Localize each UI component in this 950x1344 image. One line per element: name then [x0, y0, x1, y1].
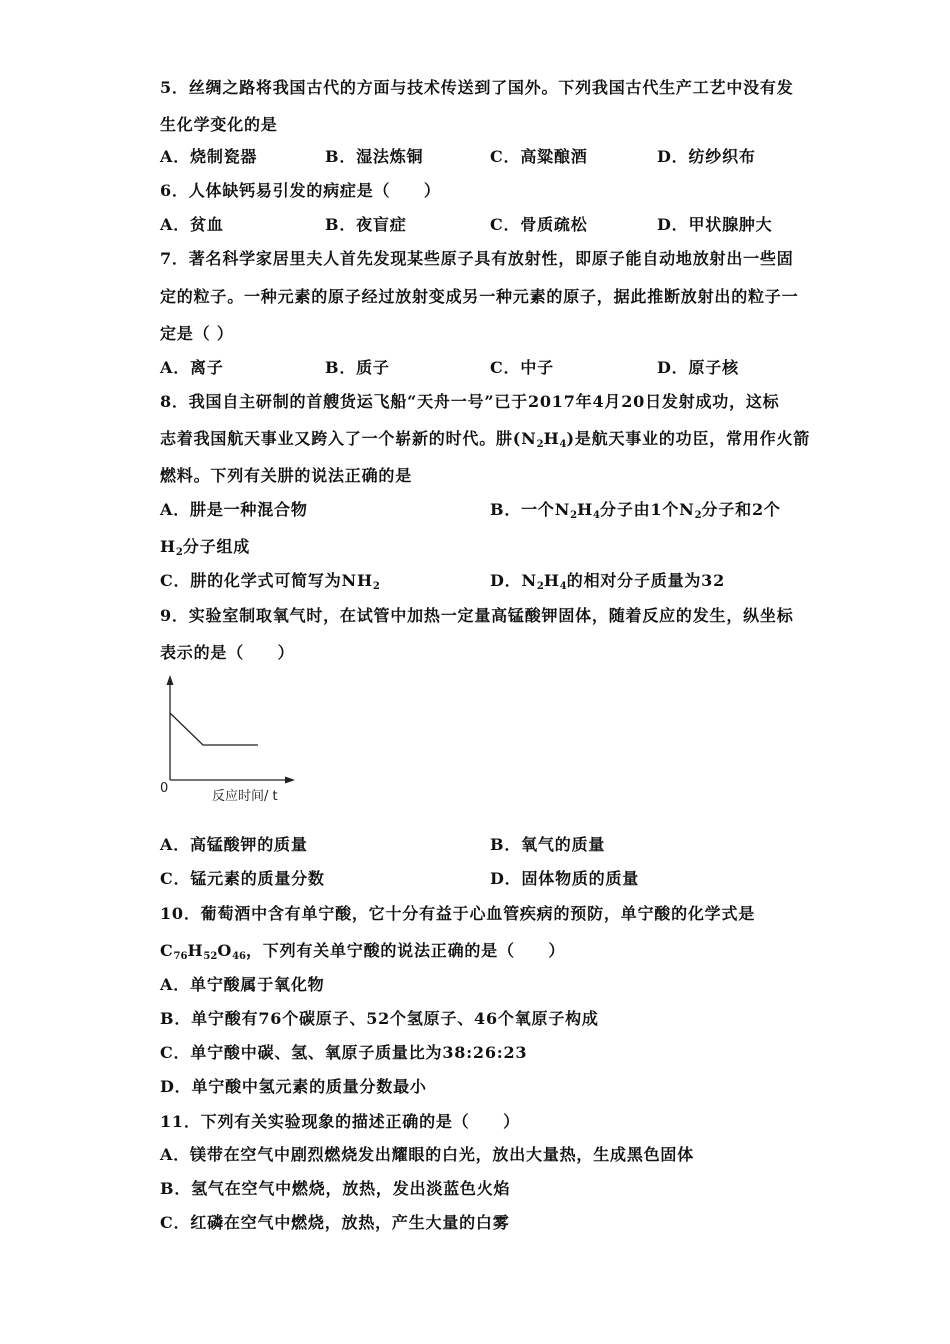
- q7-option-c: C．中子: [490, 358, 554, 377]
- text-segment: 志着我国航天事业又跨入了一个崭新的时代。肼(N: [160, 429, 537, 448]
- q9-stem-line-1: 9．实验室制取氧气时，在试管中加热一定量高锰酸钾固体，随着反应的发生，纵坐标: [160, 606, 794, 625]
- text-segment: H: [543, 429, 560, 448]
- q8-stem-line-3: 燃料。下列有关肼的说法正确的是: [160, 466, 413, 485]
- q9-option-a: A．高锰酸钾的质量: [160, 835, 308, 854]
- q11-stem-line-1: 11．下列有关实验现象的描述正确的是（ ）: [160, 1112, 520, 1131]
- graph-x-axis-label: 反应时间/ t: [212, 789, 278, 804]
- text-segment: B．一个N: [490, 500, 571, 519]
- text-segment: )是航天事业的功臣，常用作火箭: [566, 429, 811, 448]
- text-segment: D．N: [490, 571, 537, 590]
- q10-option-a: A．单宁酸属于氧化物: [160, 975, 325, 994]
- q8-option-c: [160, 571, 380, 591]
- text-segment: 分子和2个: [701, 500, 781, 519]
- subscript: 52: [203, 951, 218, 962]
- q9-option-c: C．锰元素的质量分数: [160, 869, 325, 888]
- q7-stem-line-1: 7．著名科学家居里夫人首先发现某些原子具有放射性，即原子能自动地放射出一些固: [160, 249, 794, 268]
- text-segment: H: [160, 537, 176, 556]
- q9-option-b: B．氧气的质量: [490, 835, 606, 854]
- y-axis-arrow-icon: [167, 675, 174, 685]
- subscript: 46: [232, 951, 246, 962]
- q6-option-d: D．甲状腺肿大: [657, 215, 773, 234]
- q5-stem-line-2: 生化学变化的是: [160, 115, 278, 134]
- q5-stem-line-1: 5．丝绸之路将我国古代的方面与技术传送到了国外。下列我国古代生产工艺中没有发: [160, 78, 794, 97]
- subscript: 2: [570, 510, 578, 521]
- q10-option-b: B．单宁酸有76个碳原子、52个氢原子、46个氧原子构成: [160, 1009, 599, 1028]
- q5-option-b: B．湿法炼铜: [325, 147, 424, 166]
- text-segment: 分子组成: [182, 537, 251, 556]
- text-segment: H: [187, 941, 204, 960]
- q5-option-d: D．纺纱织布: [657, 147, 756, 166]
- q6-stem-line-1: 6．人体缺钙易引发的病症是（ ）: [160, 181, 441, 200]
- text-segment: ，下列有关单宁酸的说法正确的是（ ）: [245, 941, 566, 960]
- q7-option-b: B．质子: [325, 358, 390, 377]
- q8-option-b: [490, 500, 781, 520]
- q8-option-b-continued: [160, 537, 250, 557]
- text-segment: O: [217, 941, 233, 960]
- subscript: 4: [593, 510, 601, 521]
- q7-stem-line-3: 定是（ ）: [160, 324, 234, 343]
- text-segment: C: [160, 941, 174, 960]
- graph-curve: [170, 713, 258, 745]
- q7-stem-line-2: 定的粒子。一种元素的原子经过放射变成另一种元素的原子，据此推断放射出的粒子一: [160, 287, 799, 306]
- q11-option-b: B．氢气在空气中燃烧，放热，发出淡蓝色火焰: [160, 1179, 511, 1198]
- text-segment: H: [577, 500, 594, 519]
- text-segment: 分子由1个N: [600, 500, 695, 519]
- q6-option-a: A．贫血: [160, 215, 224, 234]
- subscript: 76: [173, 951, 188, 962]
- q7-option-d: D．原子核: [657, 358, 739, 377]
- subscript: 4: [559, 439, 567, 450]
- q10-stem-line-1: 10．葡萄酒中含有单宁酸，它十分有益于心血管疾病的预防，单宁酸的化学式是: [160, 904, 756, 923]
- subscript: 2: [372, 581, 380, 592]
- q9-stem-line-2: 表示的是（ ）: [160, 643, 295, 662]
- q6-option-b: B．夜盲症: [325, 215, 407, 234]
- text-segment: C．肼的化学式可简写为NH: [160, 571, 373, 590]
- q11-option-a: A．镁带在空气中剧烈燃烧发出耀眼的白光，放出大量热，生成黑色固体: [160, 1145, 695, 1164]
- subscript: 2: [536, 439, 544, 450]
- text-segment: 的相对分子质量为32: [566, 571, 726, 590]
- q5-option-a: A．烧制瓷器: [160, 147, 258, 166]
- q10-option-d: D．单宁酸中氢元素的质量分数最小: [160, 1077, 427, 1096]
- subscript: 4: [559, 581, 567, 592]
- q10-option-c: C．单宁酸中碳、氢、氧原子质量比为38:26:23: [160, 1043, 528, 1062]
- text-segment: H: [543, 571, 560, 590]
- q8-stem-line-1: 8．我国自主研制的首艘货运飞船“天舟一号”已于2017年4月20日发射成功，这标: [160, 392, 780, 411]
- q8-option-a: A．肼是一种混合物: [160, 500, 308, 519]
- subscript: 2: [175, 547, 183, 558]
- q10-stem-line-2: [160, 941, 565, 961]
- q9-option-d: D．固体物质的质量: [490, 869, 640, 888]
- x-axis-arrow-icon: [285, 777, 295, 784]
- q6-option-c: C．骨质疏松: [490, 215, 588, 234]
- subscript: 2: [536, 581, 544, 592]
- q8-stem-line-2: [160, 429, 810, 449]
- q11-option-c: C．红磷在空气中燃烧，放热，产生大量的白雾: [160, 1213, 510, 1232]
- q7-option-a: A．离子: [160, 358, 224, 377]
- subscript: 2: [694, 510, 702, 521]
- q5-option-c: C．高粱酿酒: [490, 147, 588, 166]
- graph-origin-label: 0: [160, 781, 169, 796]
- q8-option-d: [490, 571, 725, 591]
